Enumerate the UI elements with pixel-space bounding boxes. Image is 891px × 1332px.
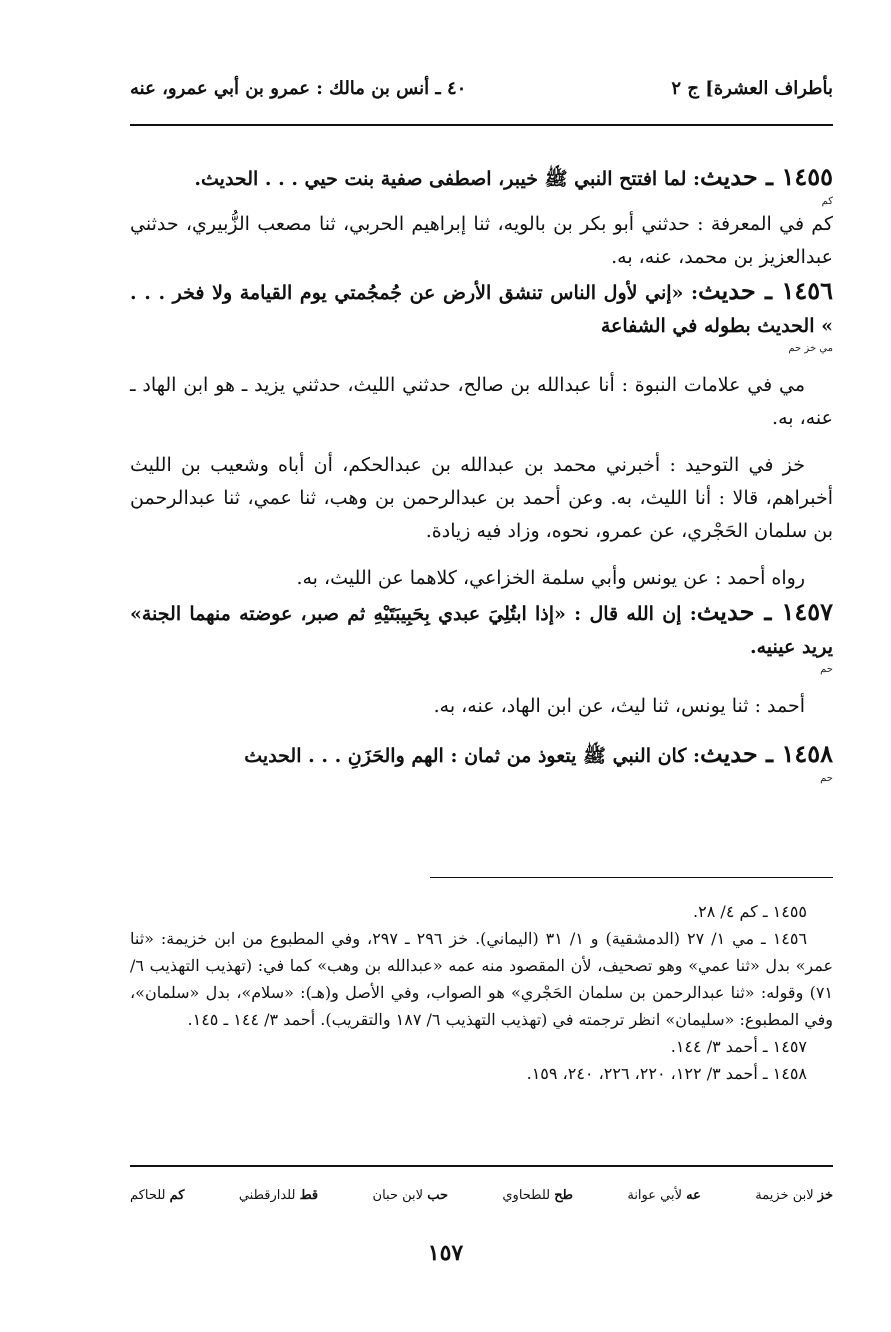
isnad-paragraph: أحمد : ثنا يونس، ثنا ليث، عن ابن الهاد، عنه، به. bbox=[433, 695, 805, 717]
legend-rule bbox=[130, 1165, 833, 1167]
isnad-paragraph: رواه أحمد : عن يونس وأبي سلمة الخزاعي، كلاهما عن الليث، به. bbox=[296, 567, 805, 589]
source-sigla: حم bbox=[820, 664, 833, 675]
abbreviation-item: عه لأبي عوانة bbox=[627, 1188, 701, 1203]
source-sigla: حم bbox=[820, 773, 833, 784]
running-header bbox=[130, 78, 833, 112]
abbreviation-legend bbox=[130, 1188, 833, 1203]
footnote: ١٤٥٧ ـ أحمد ٣/ ١٤٤. bbox=[670, 1037, 807, 1056]
footnote: ١٤٥٦ ـ مي ١/ ٢٧ (الدمشقية) و ١/ ٣١ (اليماني). خز ٢٩٦ ـ ٢٩٧، وفي المطبوع من ابن خزيمة: «ثنا عمر» بدل «ثنا عمي» وهو تصحيف، لأن المقصود منه عمه «عبدالله بن وهب» كما في: (تهذيب التهذيب ٦/ ٧١) وقوله: «ثنا عبدالرحمن بن سلمان الحَجْري» هو الصواب، وفي الأصل و(هـ): «سلام»، بدل «سلمان»، وفي المطبوع: «سليمان» انظر ترجمته في (تهذيب التهذيب ٦/ ١٨٧ والتقريب). أحمد ٣/ ١٤٤ ـ ١٤٥. bbox=[130, 929, 833, 1029]
abbreviation-item: خز لابن خزيمة bbox=[755, 1188, 833, 1203]
footnote: ١٤٥٨ ـ أحمد ٣/ ١٢٢، ٢٢٠، ٢٢٦، ٢٤٠، ١٥٩. bbox=[526, 1064, 807, 1083]
footnotes bbox=[130, 898, 833, 1087]
main-text bbox=[130, 160, 833, 785]
hadith-1456: ١٤٥٦ ـ حديث: «إني لأول الناس تنشق الأرض عن جُمجُمتي يوم القيامة ولا فخر . . . » الحديث بطوله في الشفاعة bbox=[130, 276, 833, 337]
hadith-1455: ١٤٥٥ ـ حديث: لما افتتح النبي ﷺ خيبر، اصطفى صفية بنت حيي . . . الحديث. bbox=[194, 162, 833, 191]
source-sigla: كم bbox=[821, 196, 833, 207]
isnad-paragraph: كم في المعرفة : حدثني أبو بكر بن بالويه، ثنا إبراهيم الحربي، ثنا مصعب الزُّبيري، حدثني عبدالعزيز بن محمد، عنه، به. bbox=[130, 213, 833, 268]
header-rule bbox=[130, 124, 833, 126]
header-volume: بأطراف العشرة] ج ٢ bbox=[671, 78, 833, 99]
abbreviation-item: طح للطحاوي bbox=[502, 1188, 573, 1203]
hadith-1458: ١٤٥٨ ـ حديث: كان النبي ﷺ يتعوذ من ثمان : الهم والحَزَنِ . . . الحديث bbox=[244, 739, 833, 768]
isnad-paragraph: مي في علامات النبوة : أنا عبدالله بن صالح، حدثني الليث، حدثني يزيد ـ هو ابن الهاد ـ عنه، به. bbox=[130, 374, 833, 429]
hadith-1457: ١٤٥٧ ـ حديث: إن الله قال : «إذا ابتُلِيَ عبدي بِحَبِيبَتَيْهِ ثم صبر، عوضته منهما الجنة» يريد عينيه. bbox=[130, 597, 833, 658]
abbreviation-item: حب لابن حبان bbox=[372, 1188, 448, 1203]
header-section: ٤٠ ـ أنس بن مالك : عمرو بن أبي عمرو، عنه bbox=[130, 78, 467, 99]
page-number: ١٥٧ bbox=[427, 1240, 464, 1266]
isnad-paragraph: خز في التوحيد : أخبرني محمد بن عبدالله بن عبدالحكم، أن أباه وشعيب بن الليث أخبراهم، قالا : أنا الليث، به. وعن أحمد بن عبدالرحمن بن وهب، ثنا عمي، ثنا عبدالرحمن بن سلمان الحَجْري، عن عمرو، نحوه، وزاد فيه زيادة. bbox=[130, 454, 833, 542]
abbreviation-item: كم للحاكم bbox=[130, 1188, 185, 1203]
footnote: ١٤٥٥ ـ كم ٤/ ٢٨. bbox=[693, 902, 807, 921]
source-sigla: مي خز حم bbox=[788, 343, 833, 354]
abbreviation-item: قط للدارقطني bbox=[238, 1188, 319, 1203]
footnote-rule bbox=[430, 877, 833, 878]
